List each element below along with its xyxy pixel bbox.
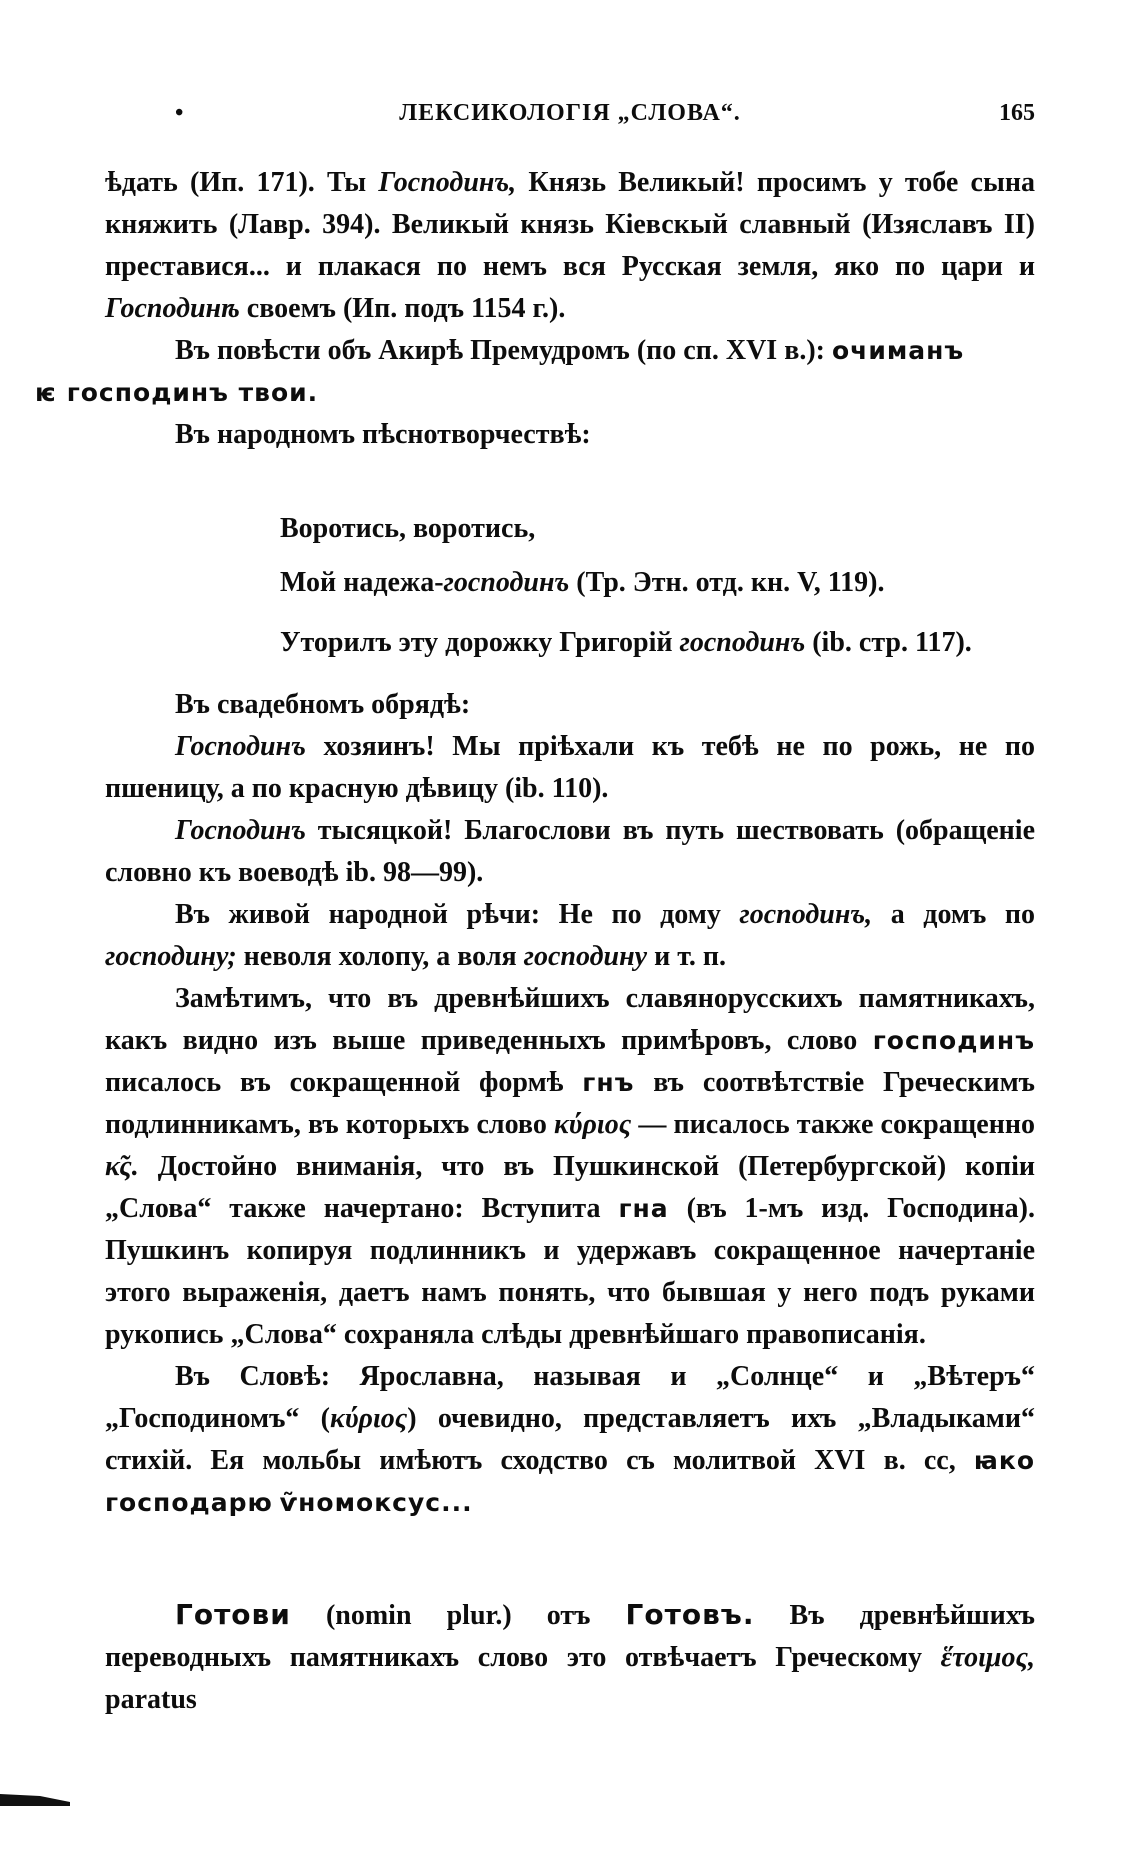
text-span: (въ 1-мъ изд. Господина). Пушкинъ копируя подлинникъ и удержавъ сокращенное начертаніе этого выраженія, даетъ намъ понять, что бывшая у него подъ руками рукопись „Слова“ сохраняла слѣды древнѣйшаго правописанія. [105,1193,1036,1350]
page-number: 165 [999,100,1035,126]
text-span: въ соотвѣтствіе Греческимъ подлинникамъ, въ которыхъ слово [105,1067,1036,1140]
verse-line-2 [280,562,1035,604]
greek-span: κ̃ς. [105,1151,139,1182]
text-span: неволя холопу, а воля [236,941,524,972]
slavonic-span: Готовъ. [625,1598,755,1631]
slavonic-span: гнъ [582,1068,635,1097]
paragraph-6 [105,810,1035,894]
italic-span: Господинѣ [105,293,240,324]
text-span: paratus [105,1684,197,1715]
italic-span: господину [523,941,648,972]
text-span: (Тр. Этн. отд. кн. V, 119). [569,567,885,598]
slavonic-span: ѵ̃номоксус... [279,1488,473,1517]
italic-span: господинъ, [739,899,873,930]
text-span: — писалось также сокращенно [631,1109,1035,1140]
paragraph-3: Въ народномъ пѣснотворчествѣ: [175,419,591,450]
italic-span: Господинъ [175,731,306,762]
verse-block [280,508,1035,664]
text-span: хозяинъ! Мы пріѣхали къ тебѣ не по рожь, не по пшеницу, а по красную дѣвицу (ib. 110). [105,731,1035,804]
italic-span: Господинъ [175,815,306,846]
slavonic-span: господинъ [872,1026,1035,1055]
greek-span: κύριος [553,1109,632,1140]
paragraph-2 [35,330,1035,414]
text-span: писалось въ сокращенной формѣ [105,1067,583,1098]
text-span: Князь Великый! просимъ у тобе сына княжить (Лавр. 394). Великый князь Кіевскый славный (Изяславъ II) преставися... и плакася по немъ вся Русская земля, яко по цари и [105,167,1035,282]
italic-span: Господинъ, [378,167,517,198]
text-span: своемъ (Ип. подъ 1154 г.). [239,293,566,324]
text-span: а домъ по [872,899,1035,930]
page-header [105,100,1035,140]
text-span: Въ живой народной рѣчи: Не по дому [175,899,740,930]
text-span: Въ Словѣ: Ярославна, называя и „Солнце“ и „Вѣтеръ“ „Господиномъ“ ( [105,1361,1035,1434]
verse-line-3 [280,622,1035,664]
paragraph-5 [105,726,1035,810]
slavonic-span: ѥ господинъ твои. [35,378,319,407]
text-span: Въ повѣсти объ Акирѣ Премудромъ (по сп. XVI в.): [175,335,832,366]
header-dot: • [175,100,184,126]
greek-span: ἕτοιμος, [940,1642,1035,1673]
paragraph-10 [105,1594,1035,1721]
text-span: (ib. стр. 117). [805,627,972,658]
text-span: Въ древнѣйшихъ переводныхъ памятникахъ слово это отвѣчаетъ Греческому [105,1600,1035,1673]
text-span: (nomin plur.) отъ [290,1600,626,1631]
paragraph-7 [105,894,1035,978]
body-text [35,162,1036,1721]
greek-span: κύριος [330,1403,408,1434]
scan-mark-icon [0,1790,70,1806]
slavonic-span: гна [618,1194,669,1223]
paragraph-1 [105,162,1035,330]
text-span: ) очевидно, представляетъ ихъ „Владыками“ стихій. Ея мольбы имѣютъ сходство съ молитвой XVI в. сс, [105,1403,1035,1476]
italic-span: господинъ [679,627,806,658]
text-span: Мой надежа- [280,567,444,598]
italic-span: господинъ [443,567,570,598]
paragraph-8 [105,978,1035,1356]
text-span: Достойно вниманія, что въ Пушкинской (Петербургской) копіи „Слова“ также начертано: Вступита [105,1151,1035,1224]
slavonic-span: ꙗко господарю [105,1446,1035,1517]
text-span: и т. п. [647,941,726,972]
text-span: Замѣтимъ, что въ древнѣйшихъ славянорусскихъ памятникахъ, какъ видно изъ выше приведенныхъ примѣровъ, слово [105,983,1035,1056]
italic-span: господину; [105,941,237,972]
verse-line-1: Воротись, воротись, [280,513,536,544]
paragraph-4: Въ свадебномъ обрядѣ: [175,689,471,720]
running-title: ЛЕКСИКОЛОГІЯ „СЛОВА“. [399,100,741,126]
slavonic-span: очиманъ [831,336,965,365]
text-span: ѣдать (Ип. 171). Ты [105,167,379,198]
paragraph-9 [105,1356,1035,1524]
text-span: Уторилъ эту дорожку Григорій [280,627,680,658]
text-span: тысяцкой! Благослови въ путь шествовать (обращеніе словно къ воеводѣ ib. 98—99). [105,815,1035,888]
slavonic-span: Готови [175,1598,291,1631]
